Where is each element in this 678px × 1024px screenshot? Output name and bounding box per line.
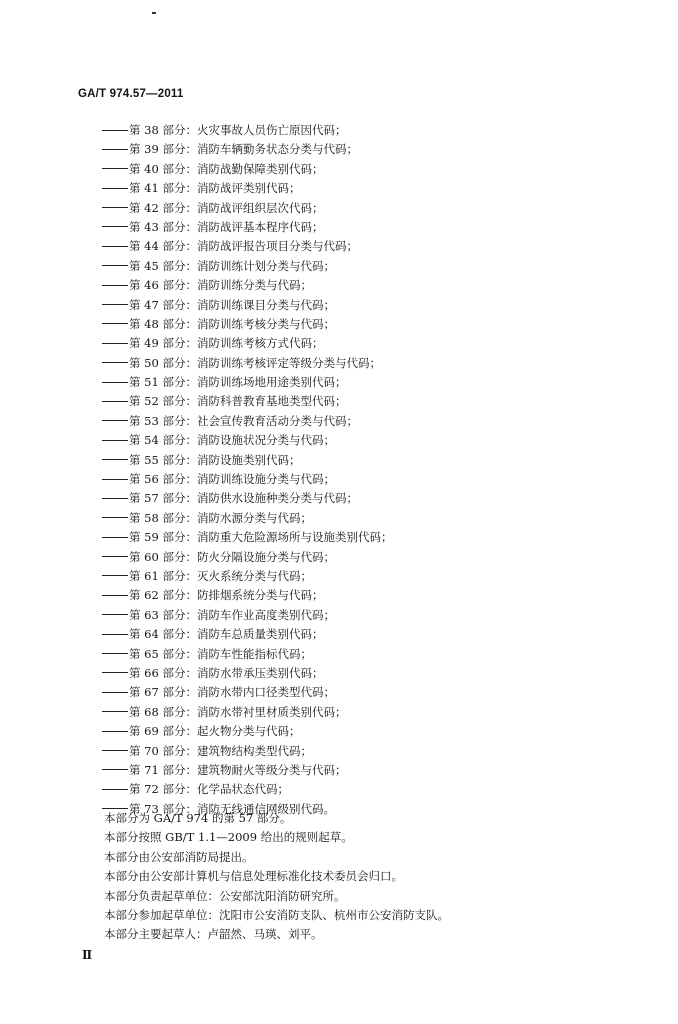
parts-list-item: [102, 373, 392, 392]
parts-list-item: [102, 470, 392, 489]
parts-list-item: [102, 645, 392, 664]
em-dash-marker: [102, 207, 128, 208]
parts-list: [102, 121, 392, 819]
parts-list-text: 第 70 部分：建筑物结构类型代码；: [129, 743, 312, 758]
em-dash-marker: [102, 304, 128, 305]
parts-list-item: [102, 567, 392, 586]
em-dash-marker: [102, 149, 128, 150]
parts-list-item: [102, 509, 392, 528]
parts-list-item: [102, 780, 392, 799]
parts-list-item: [102, 315, 392, 334]
parts-list-text: 第 41 部分：消防战评类别代码；: [129, 181, 301, 196]
parts-list-item: [102, 276, 392, 295]
em-dash-marker: [102, 343, 128, 344]
em-dash-marker: [102, 672, 128, 673]
parts-list-text: 第 56 部分：消防训练设施分类与代码；: [129, 472, 335, 487]
em-dash-marker: [102, 285, 128, 286]
foreword-paragraph: 本部分由公安部计算机与信息处理标准化技术委员会归口。: [104, 869, 403, 884]
parts-list-text: 第 44 部分：消防战评报告项目分类与代码；: [129, 239, 358, 254]
parts-list-text: 第 72 部分：化学品状态代码；: [129, 782, 289, 797]
parts-list-item: [102, 742, 392, 761]
parts-list-text: 第 68 部分：消防水带衬里材质类别代码；: [129, 704, 347, 719]
parts-list-text: 第 43 部分：消防战评基本程序代码；: [129, 219, 324, 234]
em-dash-marker: [102, 789, 128, 790]
foreword-paragraph: 本部分主要起草人：卢韶然、马瑛、刘平。: [104, 927, 323, 942]
em-dash-marker: [102, 575, 128, 576]
parts-list-text: 第 39 部分：消防车辆勤务状态分类与代码；: [129, 142, 358, 157]
parts-list-item: [102, 160, 392, 179]
parts-list-text: 第 52 部分：消防科普教育基地类型代码；: [129, 394, 347, 409]
em-dash-marker: [102, 382, 128, 383]
parts-list-item: [102, 121, 392, 140]
em-dash-marker: [102, 440, 128, 441]
em-dash-marker: [102, 692, 128, 693]
parts-list-item: [102, 703, 392, 722]
em-dash-marker: [102, 498, 128, 499]
parts-list-text: 第 67 部分：消防水带内口径类型代码；: [129, 685, 335, 700]
parts-list-item: [102, 625, 392, 644]
parts-list-item: [102, 722, 392, 741]
parts-list-item: [102, 179, 392, 198]
parts-list-text: 第 58 部分：消防水源分类与代码；: [129, 510, 312, 525]
standard-code-header: GA/T 974.57—2011: [78, 88, 184, 100]
em-dash-marker: [102, 401, 128, 402]
parts-list-text: 第 53 部分：社会宣传教育活动分类与代码；: [129, 413, 358, 428]
parts-list-item: [102, 431, 392, 450]
em-dash-marker: [102, 517, 128, 518]
parts-list-item: [102, 237, 392, 256]
em-dash-marker: [102, 459, 128, 460]
parts-list-item: [102, 761, 392, 780]
parts-list-item: [102, 334, 392, 353]
scan-mark: [152, 12, 156, 14]
em-dash-marker: [102, 711, 128, 712]
parts-list-text: 第 45 部分：消防训练计划分类与代码；: [129, 258, 335, 273]
parts-list-text: 第 55 部分：消防设施类别代码；: [129, 452, 301, 467]
parts-list-text: 第 40 部分：消防战勤保障类别代码；: [129, 161, 324, 176]
em-dash-marker: [102, 537, 128, 538]
parts-list-item: [102, 296, 392, 315]
foreword-paragraphs: [104, 809, 449, 945]
parts-list-text: 第 62 部分：防排烟系统分类与代码；: [129, 588, 324, 603]
parts-list-item: [102, 606, 392, 625]
parts-list-text: 第 71 部分：建筑物耐火等级分类与代码；: [129, 762, 347, 777]
em-dash-marker: [102, 556, 128, 557]
foreword-paragraph: 本部分为 GA/T 974 的第 57 部分。: [104, 811, 292, 825]
parts-list-text: 第 57 部分：消防供水设施种类分类与代码；: [129, 491, 358, 506]
parts-list-item: [102, 354, 392, 373]
parts-list-text: 第 73 部分：消防无线通信网级别代码。: [129, 801, 335, 816]
parts-list-text: 第 50 部分：消防训练考核评定等级分类与代码；: [129, 355, 381, 370]
parts-list-text: 第 63 部分：消防车作业高度类别代码；: [129, 607, 335, 622]
em-dash-marker: [102, 323, 128, 324]
parts-list-item: [102, 586, 392, 605]
parts-list-item: [102, 140, 392, 159]
em-dash-marker: [102, 595, 128, 596]
parts-list-text: 第 61 部分：灭火系统分类与代码；: [129, 568, 312, 583]
parts-list-item: [102, 392, 392, 411]
parts-list-item: [102, 412, 392, 431]
page-number: Ⅱ: [82, 948, 93, 962]
parts-list-text: 第 65 部分：消防车性能指标代码；: [129, 646, 312, 661]
em-dash-marker: [102, 362, 128, 363]
em-dash-marker: [102, 769, 128, 770]
parts-list-text: 第 60 部分：防火分隔设施分类与代码；: [129, 549, 335, 564]
em-dash-marker: [102, 168, 128, 169]
parts-list-text: 第 69 部分：起火物分类与代码；: [129, 724, 301, 739]
em-dash-marker: [102, 653, 128, 654]
em-dash-marker: [102, 226, 128, 227]
em-dash-marker: [102, 246, 128, 247]
em-dash-marker: [102, 731, 128, 732]
parts-list-item: [102, 199, 392, 218]
parts-list-item: [102, 548, 392, 567]
foreword-paragraph: 本部分按照 GB/T 1.1—2009 给出的规则起草。: [104, 830, 353, 845]
parts-list-text: 第 64 部分：消防车总质量类别代码；: [129, 627, 324, 642]
parts-list-item: [102, 528, 392, 547]
parts-list-text: 第 54 部分：消防设施状况分类与代码；: [129, 433, 335, 448]
parts-list-item: [102, 683, 392, 702]
parts-list-item: [102, 489, 392, 508]
em-dash-marker: [102, 420, 128, 421]
em-dash-marker: [102, 614, 128, 615]
em-dash-marker: [102, 188, 128, 189]
em-dash-marker: [102, 130, 128, 131]
parts-list-item: [102, 664, 392, 683]
em-dash-marker: [102, 634, 128, 635]
parts-list-item: [102, 451, 392, 470]
foreword-paragraph: 本部分负责起草单位：公安部沈阳消防研究所。: [104, 888, 346, 903]
foreword-paragraph: 本部分由公安部消防局提出。: [104, 849, 254, 864]
parts-list-text: 第 42 部分：消防战评组织层次代码；: [129, 200, 324, 215]
parts-list-item: [102, 218, 392, 237]
parts-list-text: 第 59 部分：消防重大危险源场所与设施类别代码；: [129, 530, 393, 545]
em-dash-marker: [102, 479, 128, 480]
em-dash-marker: [102, 265, 128, 266]
parts-list-text: 第 38 部分：火灾事故人员伤亡原因代码；: [129, 123, 347, 137]
parts-list-text: 第 48 部分：消防训练考核分类与代码；: [129, 316, 335, 331]
em-dash-marker: [102, 750, 128, 751]
parts-list-text: 第 51 部分：消防训练场地用途类别代码；: [129, 375, 347, 390]
parts-list-text: 第 47 部分：消防训练课目分类与代码；: [129, 297, 335, 312]
parts-list-item: [102, 257, 392, 276]
parts-list-text: 第 66 部分：消防水带承压类别代码；: [129, 665, 324, 680]
parts-list-text: 第 46 部分：消防训练分类与代码；: [129, 278, 312, 293]
parts-list-text: 第 49 部分：消防训练考核方式代码；: [129, 336, 324, 351]
foreword-paragraph: 本部分参加起草单位：沈阳市公安消防支队、杭州市公安消防支队。: [104, 907, 449, 922]
